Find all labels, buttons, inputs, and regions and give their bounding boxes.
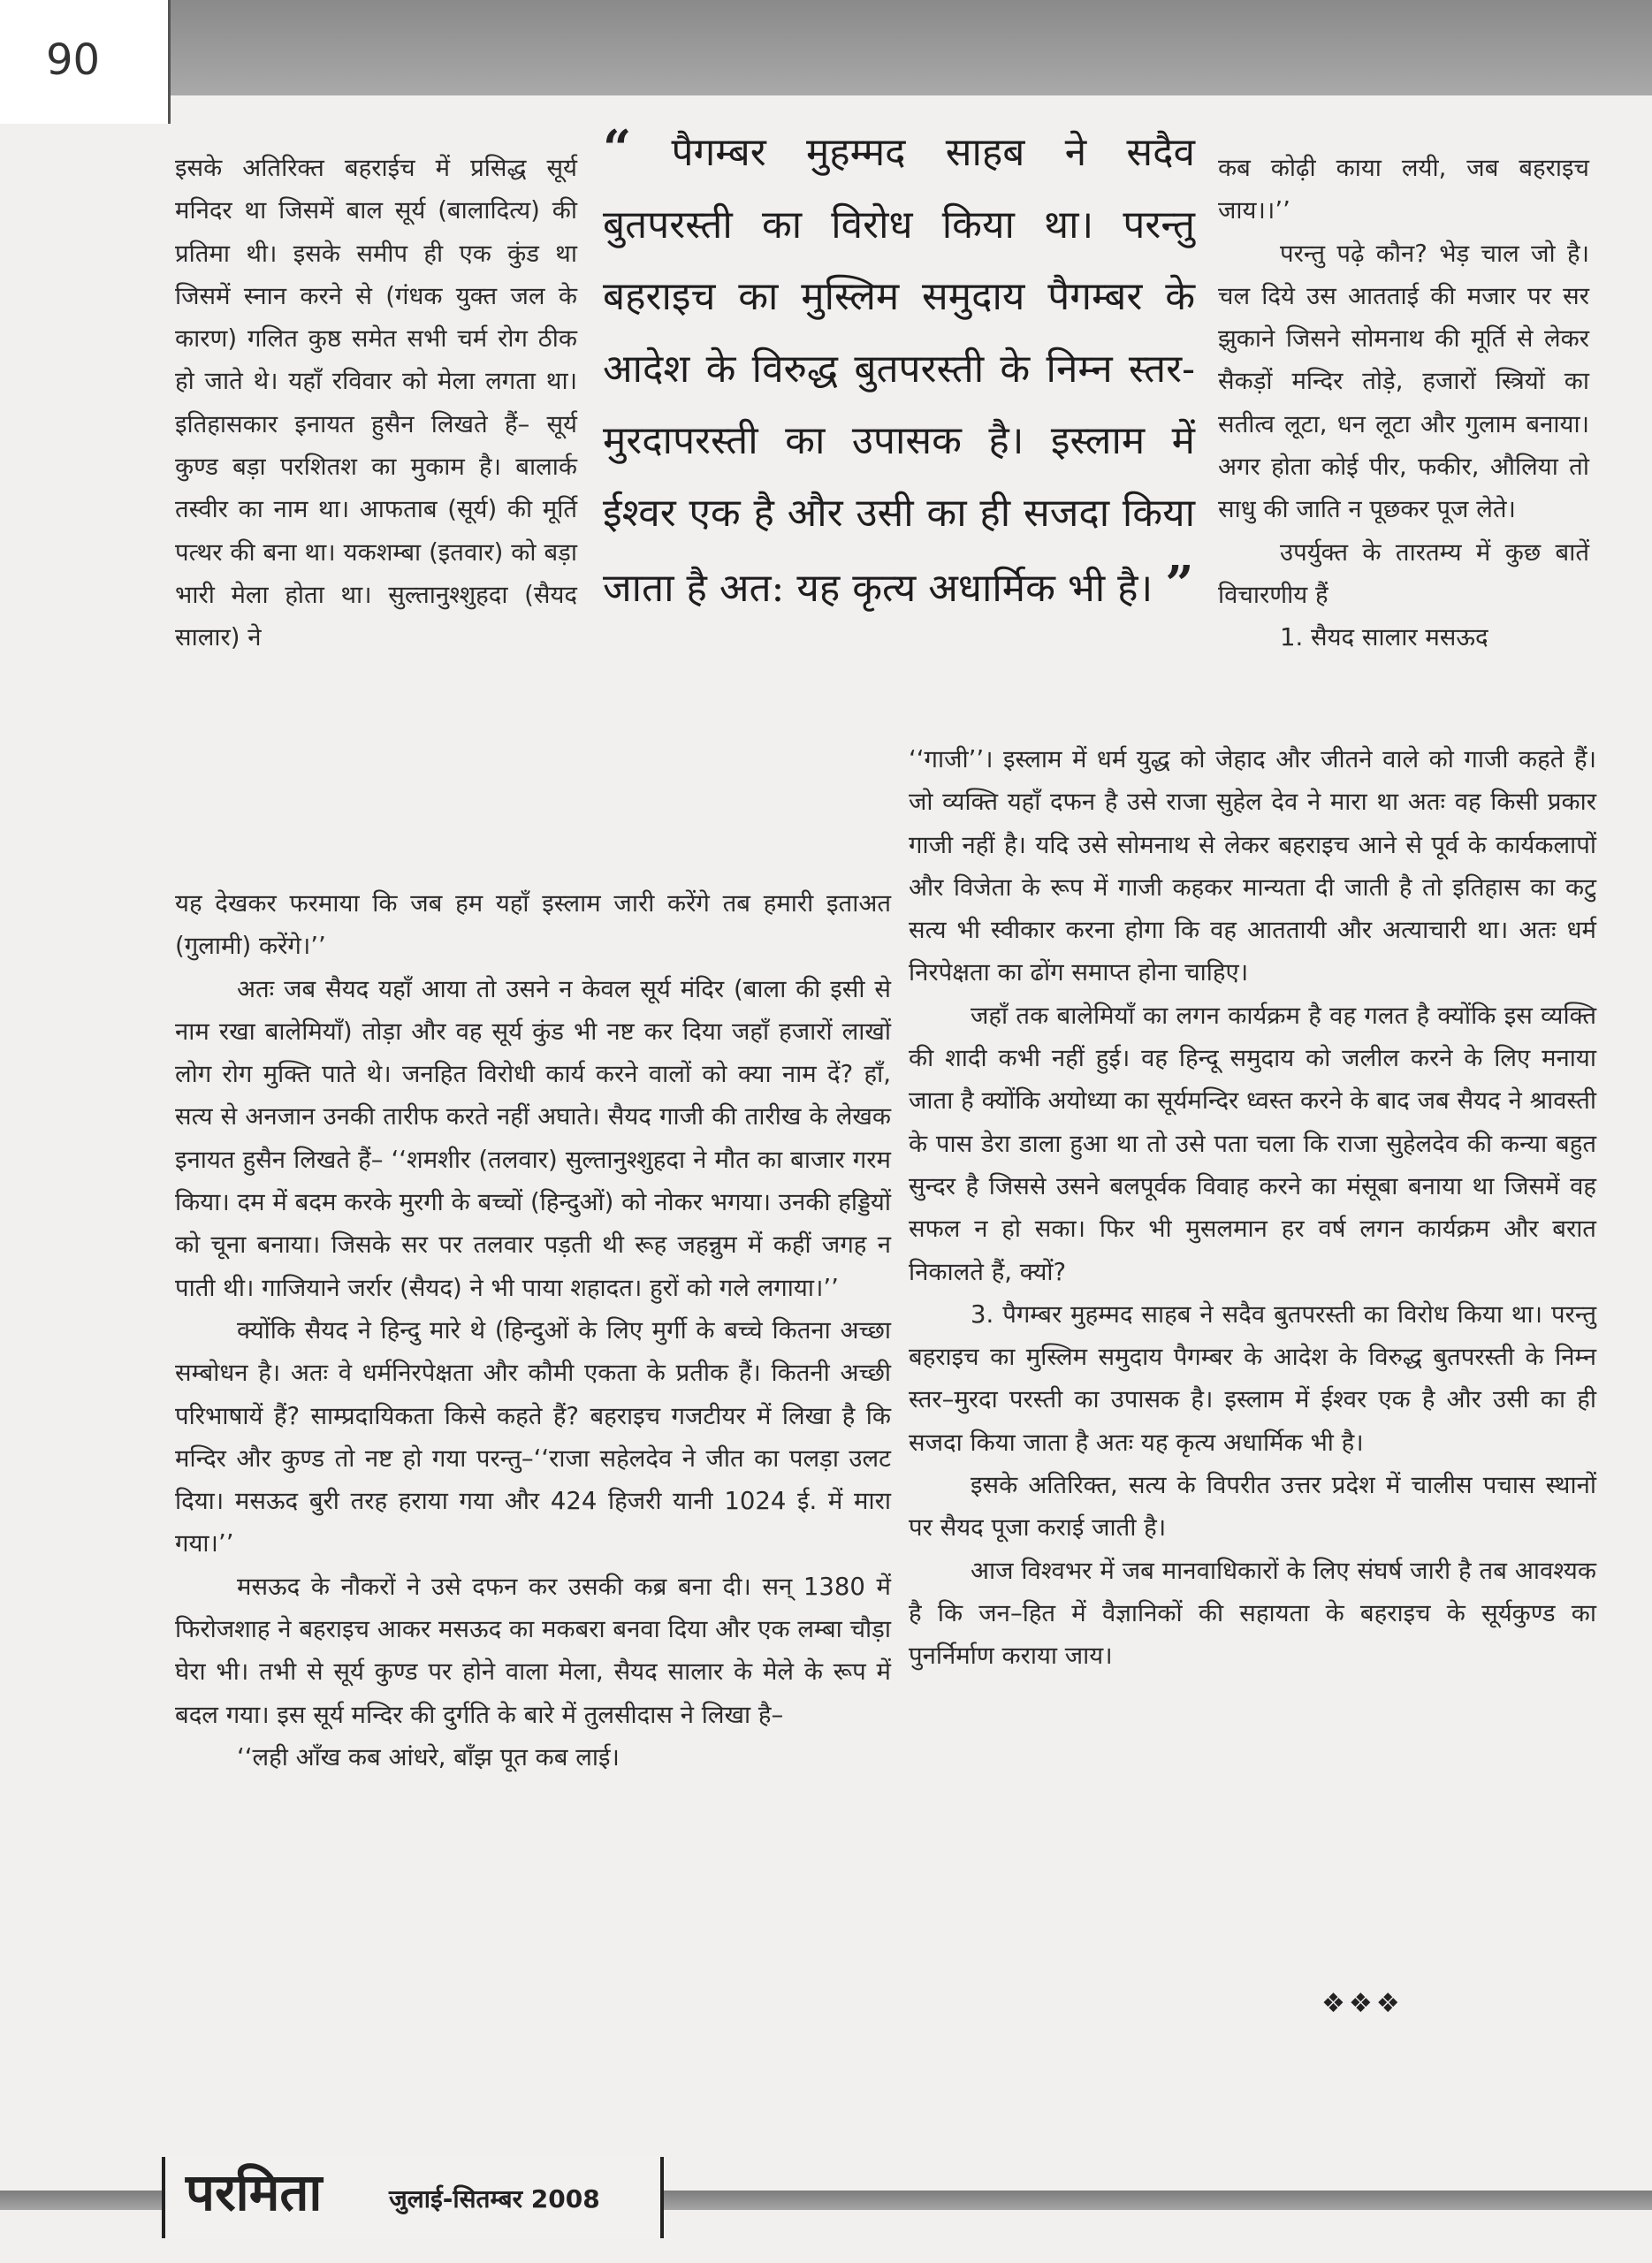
page-number: 90 <box>46 35 101 85</box>
right-bottom-paragraph-1: ‘‘गाजी’’। इस्लाम में धर्म युद्ध को जेहाद और जीतने वाले को गाजी कहते हैं। जो व्यक्ति यहाँ दफन है उसे राजा सुहेल देव ने मारा था अतः वह किसी प्रकार गाजी नहीं है। यदि उसे सोमनाथ से लेकर बहराइच आने से पूर्व के कार्यकलापों और विजेता के रूप में गाजी कहकर मान्यता दी जाती है तो इतिहास का कटु सत्य भी स्वीकार करना होगा कि वह आततायी और अत्याचारी था। अतः धर्म निरपेक्षता का ढोंग समाप्त होना चाहिए। <box>909 745 1596 987</box>
pull-quote <box>603 113 1195 625</box>
right-paragraph-1: परन्तु पढ़े कौन? भेड़ चाल जो है। चल दिये उस आतताई की मजार पर सर झुकाने जिसने सोमनाथ की मूर्ति से लेकर सैकड़ों मन्दिर तोड़े, हजारों स्त्रियों का सतीत्व लूटा, धन लूटा और गुलाम बनाया। अगर होता कोई पीर, फकीर, औलिया तो साधु की जाति न पूछकर पूज लेते। <box>1218 239 1589 524</box>
right-bottom-paragraph-4: इसके अतिरिक्त, सत्य के विपरीत उत्तर प्रदेश में चालीस पचास स्थानों पर सैयद पूजा कराई जाती है। <box>909 1471 1596 1543</box>
right-paragraph-2: उपर्युक्त के तारतम्य में कुछ बातें विचारणीय हैं <box>1218 537 1589 609</box>
quote-open-mark: “ <box>603 119 632 178</box>
magazine-name: परमिता <box>186 2162 323 2222</box>
left-paragraph-4: मसऊद के नौकरों ने उसे दफन कर उसकी कब्र बना दी। सन् 1380 में फिरोजशाह ने बहराइच आकर मसऊद का मकबरा बनवा दिया और एक लम्बा चौड़ा घेरा भी। तभी से सूर्य कुण्ड पर होने वाला मेला, सैयद सालार के मेले के रूप में बदल गया। इस सूर्य मन्दिर की दुर्गति के बारे में तुलसीदास ने लिखा है– <box>175 1572 891 1729</box>
point-1-heading: 1. सैयद सालार मसऊद <box>1280 623 1488 652</box>
section-divider-ornament: ❖❖❖ <box>1321 1988 1404 2019</box>
left-column-bottom <box>175 882 891 1779</box>
left-paragraph-3: क्योंकि सैयद ने हिन्दु मारे थे (हिन्दुओं के लिए मुर्गी के बच्चे कितना अच्छा सम्बोधन है। अतः वे धर्मनिरपेक्षता और कौमी एकता के प्रतीक हैं। कितनी अच्छी परिभाषायें हैं? साम्प्रदायिकता किसे कहते हैं? बहराइच गजटीयर में लिखा है कि मन्दिर और कुण्ड तो नष्ट हो गया परन्तु–‘‘राजा सहेलदेव ने जीत का पलड़ा उलट दिया। मसऊद बुरी तरह हराया गया और 424 हिजरी यानी 1024 ई. में मारा गया।’’ <box>175 1315 891 1558</box>
left-paragraph-2: अतः जब सैयद यहाँ आया तो उसने न केवल सूर्य मंदिर (बाला की इसी से नाम रखा बालेमियाँ) तोड़ा और वह सूर्य कुंड भी नष्ट कर दिया जहाँ हजारों लाखों लोग रोग मुक्ति पाते थे। जनहित विरोधी कार्य करने वालों को क्या नाम दें? हाँ, सत्य से अनजान उनकी तारीफ करते नहीं अघाते। सैयद गाजी की तारीख के लेखक इनायत हुसैन लिखते हैं– ‘‘शमशीर (तलवार) सुल्तानुश्शुहदा ने मौत का बाजार गरम किया। दम में बदम करके मुरगी के बच्चों (हिन्दुओं) को नोकर भगया। उनकी हड्डियों को चूना बनाया। जिसके सर पर तलवार पड़ती थी रूह जहन्नुम में कहीं जगह न पाती थी। गाजियाने जर्रार (सैयद) ने भी पाया शहादत। हुरों को गले लगाया।’’ <box>175 974 891 1302</box>
header-band <box>0 0 1652 95</box>
right-bottom-paragraph-5: आज विश्वभर में जब मानवाधिकारों के लिए संघर्ष जारी है तब आवश्यक है कि जन–हित में वैज्ञानिकों की सहायता के बहराइच के सूर्यकुण्ड का पुनर्निर्माण कराया जाय। <box>909 1556 1596 1671</box>
left-column-top: इसके अतिरिक्त बहराईच में प्रसिद्ध सूर्य मनिदर था जिसमें बाल सूर्य (बालादित्य) की प्रतिमा थी। इसके समीप ही एक कुंड था जिसमें स्नान करने से (गंधक युक्त जल के कारण) गलित कुष्ठ समेत सभी चर्म रोग ठीक हो जाते थे। यहाँ रविवार को मेला लगता था। इतिहासकार इनायत हुसैन लिखते हैं– सूर्य कुण्ड बड़ा परशितश का मुकाम है। बालार्क तस्वीर का नाम था। आफताब (सूर्य) की मूर्ति पत्थर की बना था। यकशम्बा (इतवार) को बड़ा भारी मेला होता था। सुल्तानुश्शुहदा (सैयद सालार) ने <box>175 154 577 652</box>
left-paragraph-1: यह देखकर फरमाया कि जब हम यहाँ इस्लाम जारी करेंगे तब हमारी इताअत (गुलामी) करेंगे।’’ <box>175 889 891 961</box>
pull-quote-text: पैगम्बर मुहम्मद साहब ने सदैव बुतपरस्ती का विरोध किया था। परन्तु बहराइच का मुस्लिम समुदाय पैगम्बर के आदेश के विरुद्ध बुतपरस्ती के निम्न स्तर-मुरदापरस्ती का उपासक है। इस्लाम में ईश्वर एक है और उसी का ही सजदा किया जाता है अत: यह कृत्य अधार्मिक भी है। <box>603 130 1195 611</box>
tulsidas-verse: ‘‘लही आँख कब आंधरे, बाँझ पूत कब लाई। <box>237 1742 620 1772</box>
right-bottom-paragraph-3: 3. पैगम्बर मुहम्मद साहब ने सदैव बुतपरस्ती का विरोध किया था। परन्तु बहराइच का मुस्लिम समुदाय पैगम्बर के आदेश के विरुद्ध बुतपरस्ती के निम्न स्तर–मुरदा परस्ती का उपासक है। इस्लाम में ईश्वर एक है और उसी का ही सजदा किया जाता है अतः यह कृत्य अधार्मिक भी है। <box>909 1299 1596 1457</box>
page-number-box <box>0 0 171 124</box>
quote-close-mark: ” <box>1165 555 1194 613</box>
right-column-bottom <box>909 738 1596 1678</box>
right-column-top <box>1218 147 1589 659</box>
verse-continued: कब कोढ़ी काया लयी, जब बहराइच जाय।।’’ <box>1218 154 1589 225</box>
issue-date: जुलाई-सितम्बर 2008 <box>389 2184 600 2213</box>
right-bottom-paragraph-2: जहाँ तक बालेमियाँ का लगन कार्यक्रम है वह गलत है क्योंकि इस व्यक्ति की शादी कभी नहीं हुई। वह हिन्दू समुदाय को जलील करने के लिए मनाया जाता है क्योंकि अयोध्या का सूर्यमन्दिर ध्वस्त करने के बाद जब सैयद ने श्रावस्ती के पास डेरा डाला हुआ था तो उसे पता चला कि राजा सुहेलदेव की कन्या बहुत सुन्दर है जिससे उसने बलपूर्वक विवाह करने का मंसूबा बनाया था जिसमें वह सफल न हो सका। फिर भी मुसलमान हर वर्ष लगन कार्यक्रम और बरात निकालते हैं, क्यों? <box>909 1001 1596 1286</box>
